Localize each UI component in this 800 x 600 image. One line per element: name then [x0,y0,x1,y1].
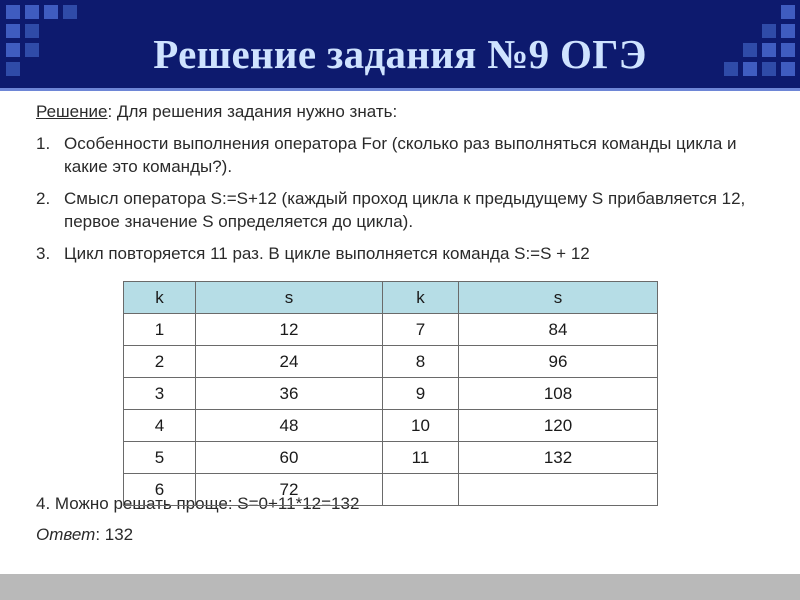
answer-line [36,525,133,545]
cell-k: 8 [383,346,459,378]
cell-s: 48 [196,410,383,442]
header-k: k [383,282,459,314]
answer-value: : 132 [95,525,134,544]
item-text: Особенности выполнения оператора For (сколько раз выполняться команды цикла и какие это команды?). [64,134,737,176]
cell-k: 5 [124,442,196,474]
decor-square [63,5,77,19]
table-row [124,346,658,378]
slide-header [0,0,800,88]
header-s: s [459,282,658,314]
cell-k: 9 [383,378,459,410]
intro-line [36,100,776,123]
slide-title: Решение задания №9 ОГЭ [153,31,647,77]
cell-s: 120 [459,410,658,442]
cell-s: 36 [196,378,383,410]
cell-s: 132 [459,442,658,474]
cell-s: 60 [196,442,383,474]
cell-k: 3 [124,378,196,410]
header-k: k [124,282,196,314]
item-number: 3. [36,244,51,263]
cell-s: 72 [196,474,383,506]
solution-text [36,100,776,274]
table-row [124,410,658,442]
cell-k [383,474,459,506]
table-header-row [124,282,658,314]
intro-text: : Для решения задания нужно знать: [107,102,398,121]
intro-label: Решение [36,102,108,121]
trace-table [123,281,658,506]
list-item [36,242,776,265]
cell-s: 96 [459,346,658,378]
cell-k: 10 [383,410,459,442]
table-row [124,442,658,474]
cell-k: 1 [124,314,196,346]
header-divider [0,88,800,91]
table-row [124,378,658,410]
cell-s: 108 [459,378,658,410]
cell-s: 12 [196,314,383,346]
decor-square [781,5,795,19]
list-item [36,132,776,178]
table-row [124,314,658,346]
header-s: s [196,282,383,314]
decor-square [44,5,58,19]
item-number: 4. [36,494,51,513]
item-text: Можно решать проще: S=0+11*12=132 [54,494,360,513]
answer-label: Ответ [36,525,96,544]
item-number: 2. [36,189,51,208]
cell-s [459,474,658,506]
item-text: Цикл повторяется 11 раз. В цикле выполняется команда S:=S + 12 [64,244,590,263]
table-row [124,474,658,506]
cell-k: 7 [383,314,459,346]
list-item [36,187,776,233]
cell-s: 24 [196,346,383,378]
item-number: 1. [36,134,51,153]
item-text: Смысл оператора S:=S+12 (каждый проход цикла к предыдущему S прибавляется 12, первое значение S определяется до цикла). [64,189,746,231]
cell-k: 11 [383,442,459,474]
cell-s: 84 [459,314,658,346]
cell-k: 4 [124,410,196,442]
cell-k: 6 [124,474,196,506]
decor-square [25,5,39,19]
footer-bar [0,574,800,600]
decor-square [6,5,20,19]
cell-k: 2 [124,346,196,378]
